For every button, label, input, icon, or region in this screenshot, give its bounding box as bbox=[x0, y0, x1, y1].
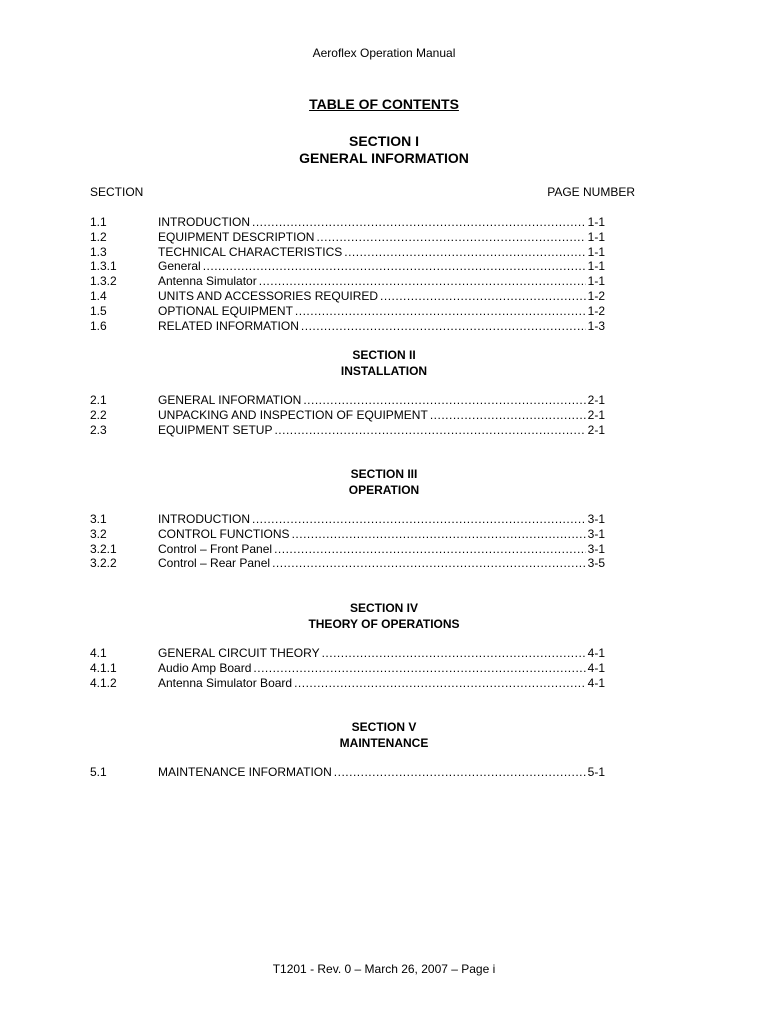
entry-number: 2.1 bbox=[90, 393, 107, 407]
entry-title: RELATED INFORMATION bbox=[158, 318, 299, 333]
toc-entry[interactable] bbox=[90, 556, 605, 571]
dot-leader bbox=[253, 661, 585, 676]
entry-page: 3-1 bbox=[587, 512, 605, 526]
entry-page: 2-1 bbox=[587, 407, 605, 422]
toc-entry[interactable] bbox=[90, 408, 605, 423]
dot-leader bbox=[272, 556, 586, 571]
section-4-heading bbox=[0, 601, 768, 632]
section-3-heading bbox=[0, 467, 768, 498]
dot-leader bbox=[252, 512, 586, 527]
dot-leader bbox=[259, 274, 586, 289]
entry-number: 4.1.1 bbox=[90, 660, 117, 675]
entry-number: 3.1 bbox=[90, 512, 107, 526]
entry-number: 5.1 bbox=[90, 765, 107, 779]
section-2-entries bbox=[90, 393, 605, 437]
toc-entry[interactable] bbox=[90, 512, 605, 527]
entry-title: UNPACKING AND INSPECTION OF EQUIPMENT bbox=[158, 407, 428, 422]
toc-entry[interactable] bbox=[90, 646, 605, 661]
entry-title: GENERAL CIRCUIT THEORY bbox=[158, 646, 320, 660]
entry-number: 1.5 bbox=[90, 303, 107, 318]
dot-leader bbox=[252, 215, 586, 230]
entry-page: 5-1 bbox=[587, 765, 605, 779]
entry-title: EQUIPMENT DESCRIPTION bbox=[158, 229, 315, 244]
section-1-name: GENERAL INFORMATION bbox=[299, 150, 469, 166]
entry-page: 3-5 bbox=[587, 556, 605, 571]
entry-title: Audio Amp Board bbox=[158, 660, 252, 675]
section-1-entries bbox=[90, 215, 605, 333]
entry-title: GENERAL INFORMATION bbox=[158, 393, 302, 407]
entry-number: 3.2.2 bbox=[90, 556, 117, 571]
entry-number: 3.2 bbox=[90, 526, 107, 541]
entry-title: OPTIONAL EQUIPMENT bbox=[158, 303, 293, 318]
section-1-heading bbox=[0, 133, 768, 167]
toc-entry[interactable] bbox=[90, 289, 605, 304]
dot-leader bbox=[292, 527, 586, 542]
entry-page: 1-2 bbox=[587, 303, 605, 318]
dot-leader bbox=[203, 259, 586, 274]
toc-entry[interactable] bbox=[90, 259, 605, 274]
entry-page: 1-1 bbox=[587, 244, 605, 259]
section-5-heading bbox=[0, 720, 768, 751]
entry-number: 4.1.2 bbox=[90, 675, 117, 690]
section-column-header: SECTION bbox=[90, 185, 144, 199]
toc-entry[interactable] bbox=[90, 393, 605, 408]
toc-entry[interactable] bbox=[90, 215, 605, 230]
dot-leader bbox=[316, 230, 585, 245]
page-header: Aeroflex Operation Manual bbox=[312, 46, 456, 60]
entry-number: 4.1 bbox=[90, 646, 107, 660]
section-2-name: INSTALLATION bbox=[340, 363, 428, 378]
entry-title: Control – Rear Panel bbox=[158, 556, 271, 571]
toc-entry[interactable] bbox=[90, 661, 605, 676]
toc-entry[interactable] bbox=[90, 423, 605, 438]
entry-title: Antenna Simulator Board bbox=[158, 675, 293, 690]
entry-number: 2.3 bbox=[90, 422, 107, 437]
entry-title: TECHNICAL CHARACTERISTICS bbox=[158, 244, 343, 259]
toc-entry[interactable] bbox=[90, 274, 605, 289]
entry-title: INTRODUCTION bbox=[158, 215, 250, 229]
toc-entry[interactable] bbox=[90, 542, 605, 557]
toc-entry[interactable] bbox=[90, 527, 605, 542]
column-headers bbox=[90, 185, 635, 199]
entry-page: 1-3 bbox=[587, 318, 605, 333]
dot-leader bbox=[295, 304, 586, 319]
dot-leader bbox=[322, 646, 586, 661]
page-footer: T1201 - Rev. 0 – March 26, 2007 – Page i bbox=[272, 962, 496, 976]
entry-title: CONTROL FUNCTIONS bbox=[158, 526, 290, 541]
dot-leader bbox=[334, 765, 586, 780]
entry-title: MAINTENANCE INFORMATION bbox=[158, 765, 332, 779]
section-4-entries bbox=[90, 646, 605, 690]
dot-leader bbox=[274, 542, 586, 557]
entry-number: 1.1 bbox=[90, 215, 107, 229]
toc-entry[interactable] bbox=[90, 230, 605, 245]
entry-page: 1-1 bbox=[587, 274, 605, 289]
entry-title: Antenna Simulator bbox=[158, 274, 257, 289]
dot-leader bbox=[380, 289, 586, 304]
entry-page: 2-1 bbox=[587, 422, 605, 437]
section-3-name: OPERATION bbox=[348, 482, 420, 497]
section-2-label: SECTION II bbox=[352, 348, 416, 362]
entry-number: 3.2.1 bbox=[90, 541, 117, 556]
entry-page: 1-2 bbox=[587, 288, 605, 303]
entry-page: 3-1 bbox=[587, 541, 605, 556]
section-2-heading bbox=[0, 348, 768, 379]
section-3-label: SECTION III bbox=[350, 467, 418, 481]
section-4-name: THEORY OF OPERATIONS bbox=[308, 616, 460, 631]
dot-leader bbox=[274, 423, 585, 438]
entry-title: General bbox=[158, 259, 201, 274]
section-1-label: SECTION I bbox=[348, 133, 419, 149]
entry-page: 4-1 bbox=[587, 660, 605, 675]
toc-entry[interactable] bbox=[90, 676, 605, 691]
entry-title: UNITS AND ACCESSORIES REQUIRED bbox=[158, 288, 379, 303]
dot-leader bbox=[301, 319, 586, 334]
section-4-label: SECTION IV bbox=[349, 601, 418, 615]
entry-number: 2.2 bbox=[90, 407, 107, 422]
section-3-entries bbox=[90, 512, 605, 571]
section-5-name: MAINTENANCE bbox=[339, 735, 429, 750]
dot-leader bbox=[430, 408, 586, 423]
dot-leader bbox=[344, 245, 585, 260]
entry-page: 1-1 bbox=[587, 229, 605, 244]
entry-title: EQUIPMENT SETUP bbox=[158, 422, 273, 437]
section-5-label: SECTION V bbox=[351, 720, 417, 734]
entry-page: 3-1 bbox=[587, 526, 605, 541]
entry-number: 1.4 bbox=[90, 288, 107, 303]
toc-title: TABLE OF CONTENTS bbox=[309, 96, 459, 112]
entry-number: 1.3 bbox=[90, 244, 107, 259]
entry-page: 1-1 bbox=[587, 215, 605, 229]
entry-number: 1.3.2 bbox=[90, 274, 117, 289]
toc-entry[interactable] bbox=[90, 765, 605, 780]
entry-title: Control – Front Panel bbox=[158, 541, 273, 556]
section-5-entries bbox=[90, 765, 605, 780]
entry-number: 1.3.1 bbox=[90, 259, 117, 274]
page-number-column-header: PAGE NUMBER bbox=[547, 185, 635, 199]
entry-page: 2-1 bbox=[587, 393, 605, 407]
entry-title: INTRODUCTION bbox=[158, 512, 250, 526]
dot-leader bbox=[294, 676, 586, 691]
entry-page: 1-1 bbox=[587, 259, 605, 274]
toc-entry[interactable] bbox=[90, 304, 605, 319]
toc-entry[interactable] bbox=[90, 245, 605, 260]
dot-leader bbox=[303, 393, 585, 408]
entry-page: 4-1 bbox=[587, 675, 605, 690]
entry-number: 1.6 bbox=[90, 318, 107, 333]
entry-page: 4-1 bbox=[587, 646, 605, 660]
entry-number: 1.2 bbox=[90, 229, 107, 244]
toc-entry[interactable] bbox=[90, 319, 605, 334]
